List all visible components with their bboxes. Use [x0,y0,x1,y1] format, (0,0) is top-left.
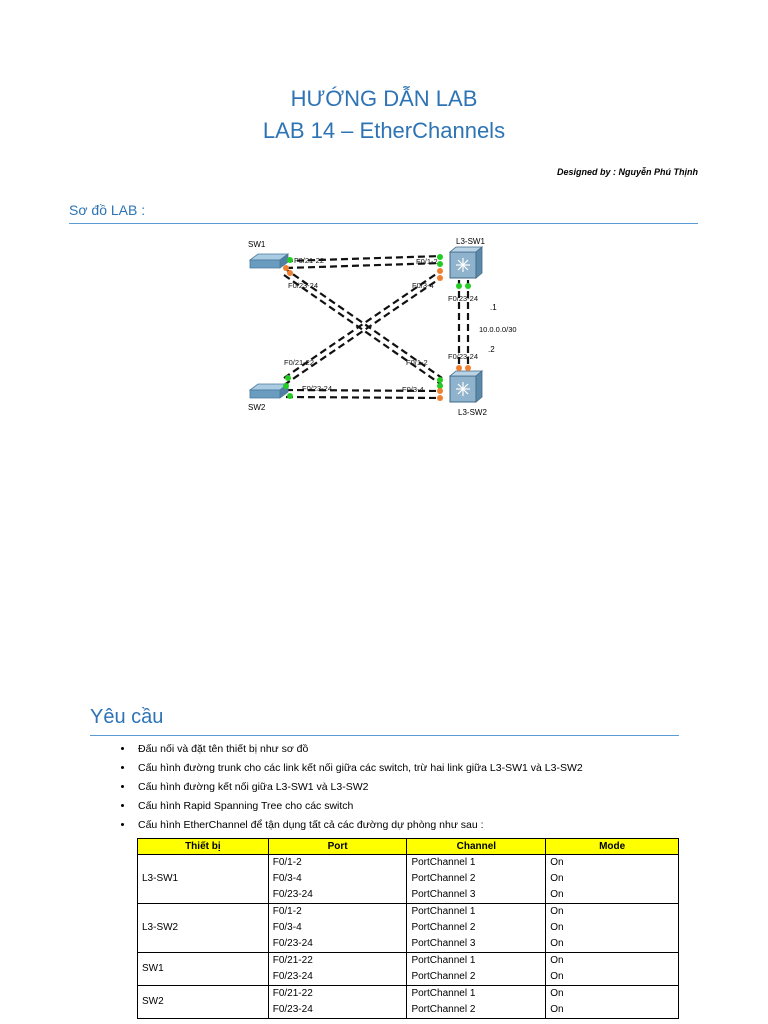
channel-cell: PortChannel 1 [407,953,546,970]
mode-cell: On [546,855,679,872]
mode-cell: On [546,936,679,953]
label-sw1: SW1 [248,240,266,249]
port-blocking-dot [437,275,443,281]
label-l3sw1: L3-SW1 [456,237,485,246]
port-label: F0/23-24 [448,352,479,361]
header-port: Port [268,839,407,855]
port-labels [284,256,478,394]
port-up-dot [283,383,289,389]
port-up-dot [465,283,471,289]
mode-cell: On [546,1002,679,1019]
device-cell: L3-SW2 [138,904,269,953]
table-row [138,953,679,970]
channel-cell: PortChannel 2 [407,969,546,986]
header-channel: Channel [407,839,546,855]
device-cell: L3-SW1 [138,855,269,904]
mode-cell: On [546,953,679,970]
label-sw2: SW2 [248,403,266,412]
heading-divider [69,223,698,224]
section-heading-diagram: Sơ đồ LAB : [69,202,146,218]
channel-cell: PortChannel 1 [407,855,546,872]
table-row [138,986,679,1003]
l3sw2-device [450,371,487,417]
port-up-dot [437,261,443,267]
list-item: • Cấu hình EtherChannel để tận dụng tất cả các đường dự phòng như sau : [134,816,583,835]
mode-cell: On [546,871,679,887]
etherchannel-table [137,838,679,1019]
sw2-device [248,384,288,412]
designed-by: Designed by : Nguyễn Phú Thịnh [556,167,698,177]
list-item: • Cấu hình Rapid Spanning Tree cho các switch [134,797,583,816]
list-item: • Cấu hình đường trunk cho các link kết nối giữa các switch, trừ hai link giữa L3-SW1 và L3-SW2 [134,759,583,778]
port-status-dots [283,254,471,401]
port-label: F0/3-4 [412,281,434,290]
port-up-dot [437,254,443,260]
port-label: F0/1-2 [416,257,438,266]
channel-cell: PortChannel 2 [407,920,546,936]
port-cell: F0/23-24 [268,1002,407,1019]
list-item: • Đấu nối và đặt tên thiết bị như sơ đồ [134,740,583,759]
table-header-row [138,839,679,855]
port-up-dot [287,257,293,263]
port-cell: F0/1-2 [268,904,407,921]
ip-label: .2 [488,345,495,354]
channel-cell: PortChannel 1 [407,986,546,1003]
header-device: Thiết bị [138,839,269,855]
port-cell: F0/3-4 [268,871,407,887]
port-blocking-dot [283,265,289,271]
device-cell: SW2 [138,986,269,1019]
port-blocking-dot [437,395,443,401]
port-cell: F0/1-2 [268,855,407,872]
port-label: F0/23-24 [302,384,333,393]
port-label: F0/23-24 [288,281,319,290]
port-label: F0/21-22 [294,256,325,265]
port-blocking-dot [465,365,471,371]
network-diagram [220,228,540,428]
label-l3sw2: L3-SW2 [458,408,487,417]
device-cell: SW1 [138,953,269,986]
page-title: HƯỚNG DẪN LAB [290,86,478,111]
l3-switch-side [476,247,482,278]
channel-cell: PortChannel 2 [407,1002,546,1019]
switch-icon-front [250,260,280,268]
mode-cell: On [546,920,679,936]
port-cell: F0/3-4 [268,920,407,936]
table-row [138,855,679,872]
channel-cell: PortChannel 1 [407,904,546,921]
port-up-dot [287,393,293,399]
channel-cell: PortChannel 3 [407,936,546,953]
port-blocking-dot [456,365,462,371]
channel-cell: PortChannel 2 [407,871,546,887]
port-cell: F0/21-22 [268,953,407,970]
link-sw2-l3sw2-b [286,397,442,398]
port-cell: F0/23-24 [268,936,407,953]
arrows-icon [456,258,470,272]
port-cell: F0/23-24 [268,969,407,986]
requirements-list [112,740,583,835]
channel-cell: PortChannel 3 [407,887,546,904]
arrows-icon [456,382,470,396]
heading-divider [90,735,679,736]
port-blocking-dot [437,388,443,394]
l3-switch-side [476,371,482,402]
ip-label: .1 [490,303,497,312]
mode-cell: On [546,904,679,921]
network-label: 10.0.0.0/30 [479,325,517,334]
sw1-device [248,240,288,268]
port-blocking-dot [287,270,293,276]
port-up-dot [437,377,443,383]
page-subtitle: LAB 14 – EtherChannels [262,118,506,143]
section-heading-requirements: Yêu cầu [90,706,164,728]
port-label: F0/1-2 [406,358,428,367]
port-up-dot [456,283,462,289]
port-label: F0/23-24 [448,294,479,303]
switch-icon-front [250,390,280,398]
list-item: • Cấu hình đường kết nối giữa L3-SW1 và L3-SW2 [134,778,583,797]
mode-cell: On [546,986,679,1003]
port-label: F0/3-4 [402,385,424,394]
link-sw2-l3sw1-b [284,277,442,385]
port-blocking-dot [437,268,443,274]
port-up-dot [285,375,291,381]
table-row [138,904,679,921]
mode-cell: On [546,887,679,904]
l3sw1-device [450,237,485,278]
port-label: F0/21-22 [284,358,315,367]
port-cell: F0/21-22 [268,986,407,1003]
port-cell: F0/23-24 [268,887,407,904]
header-mode: Mode [546,839,679,855]
mode-cell: On [546,969,679,986]
